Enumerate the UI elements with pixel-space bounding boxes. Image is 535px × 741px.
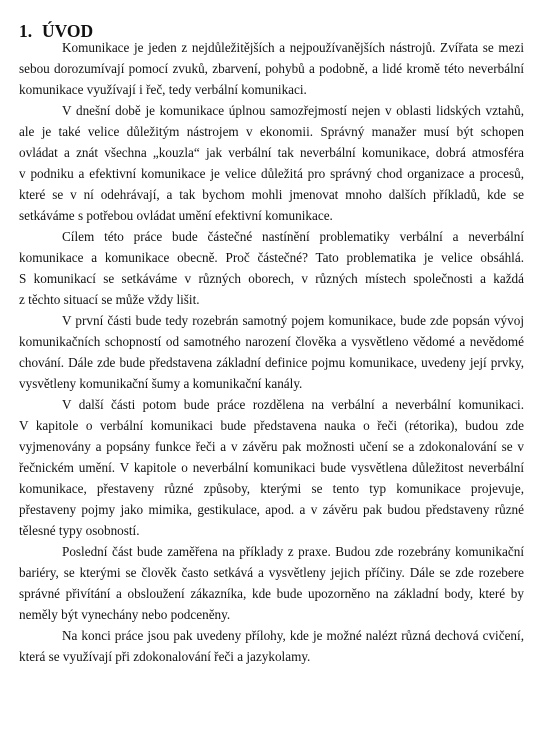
text-line: komunikace a komunikace obecně. Proč částečné? Tato problematika je velice obsáhlá.: [19, 250, 524, 265]
text-line: z těchto situací se může vždy lišit.: [19, 292, 200, 307]
text-line: chování. Dále zde bude představena základní definice pojmu komunikace, uvedeny její prvky,: [19, 355, 524, 370]
text-line: neměly být vynechány nebo podceněny.: [19, 607, 231, 622]
text-line: správné přivítání a obsloužení zákazníka, kde bude upozorněno na základní body, které by: [19, 586, 524, 601]
chapter-number: 1.: [19, 21, 33, 41]
paragraph: [19, 541, 524, 625]
paragraph: [19, 226, 524, 310]
text-line: která se využívají při zdokonalování řeči a jazykolamy.: [19, 649, 311, 664]
text-line: ale je také velice důležitým nástrojem v ekonomii. Správný manažer musí být schopen: [19, 124, 524, 139]
text-line: S komunikací se setkáváme v různých oborech, v různých místech společnosti a každá: [19, 271, 524, 286]
text-line: komunikace využívají i řeč, tedy verbální komunikaci.: [19, 82, 307, 97]
text-line: řečnickém umění. V kapitole o neverbální komunikaci bude vysvětlena důležitost neverbální: [19, 460, 524, 475]
text-line: V další části potom bude práce rozdělena na verbální a neverbální komunikaci.: [62, 397, 524, 412]
text-line: bariéry, se kterými se člověk často setkává a vysvětleny jejich příčiny. Dále se zde rozebere: [19, 565, 524, 580]
document-body: [19, 35, 524, 667]
text-line: vysvětleny komunikační šumy a komunikační kanály.: [19, 376, 303, 391]
text-line: V dnešní době je komunikace úplnou samozřejmostí nejen v oblasti lidských vztahů,: [62, 103, 524, 118]
text-line: Na konci práce jsou pak uvedeny přílohy, kde je možné nalézt různá dechová cvičení,: [62, 628, 524, 643]
text-line: komunikace, přestaveny různé způsoby, kterými se tento typ komunikace projevuje,: [19, 481, 524, 496]
text-line: Cílem této práce bude částečné nastínění problematiky verbální a neverbální: [62, 229, 524, 244]
text-line: V první části bude tedy rozebrán samotný pojem komunikace, bude zde popsán vývoj: [62, 313, 524, 328]
chapter-title: ÚVOD: [42, 21, 94, 41]
paragraph: [19, 310, 524, 394]
paragraph: [19, 625, 524, 667]
text-line: V kapitole o verbální komunikaci bude představena nauka o řeči (rétorika), budou zde: [19, 418, 524, 433]
text-line: setkáváme s potřebou ovládat umění efektivní komunikace.: [19, 208, 333, 223]
text-line: Poslední část bude zaměřena na příklady z praxe. Budou zde rozebrány komunikační: [62, 544, 524, 559]
paragraph: [19, 394, 524, 541]
paragraph: [19, 37, 524, 100]
text-line: v podniku a efektivní komunikace je velice důležitá pro správný chod organizace a procesů,: [19, 166, 524, 181]
text-line: tělesné typy osobností.: [19, 523, 140, 538]
text-line: komunikačních schopností od samotného narození člověka a vysvětleno vědomé a nevědomé: [19, 334, 524, 349]
text-line: sebou dorozumívají pomocí zvuků, zbarvení, pohybů a podobně, a lidé kromě této neverbální: [19, 61, 524, 76]
paragraph: [19, 100, 524, 226]
text-line: které se v ní odehrávají, a tak bychom mohli jmenovat mnoho dalších příkladů, kde se: [19, 187, 524, 202]
text-line: Komunikace je jeden z nejdůležitějších a nejpoužívanějších nástrojů. Zvířata se mezi: [62, 40, 524, 55]
text-line: přestaveny pojmy jako mimika, gestikulace, apod. a v závěru pak budou představeny různé: [19, 502, 524, 517]
text-line: vyjmenovány a popsány funkce řeči a v závěru pak možnosti učení se a zdokonalování se v: [19, 439, 524, 454]
text-line: ovládat a znát všechna „kouzla“ jak verbální tak neverbální komunikace, dobrá atmosféra: [19, 145, 524, 160]
